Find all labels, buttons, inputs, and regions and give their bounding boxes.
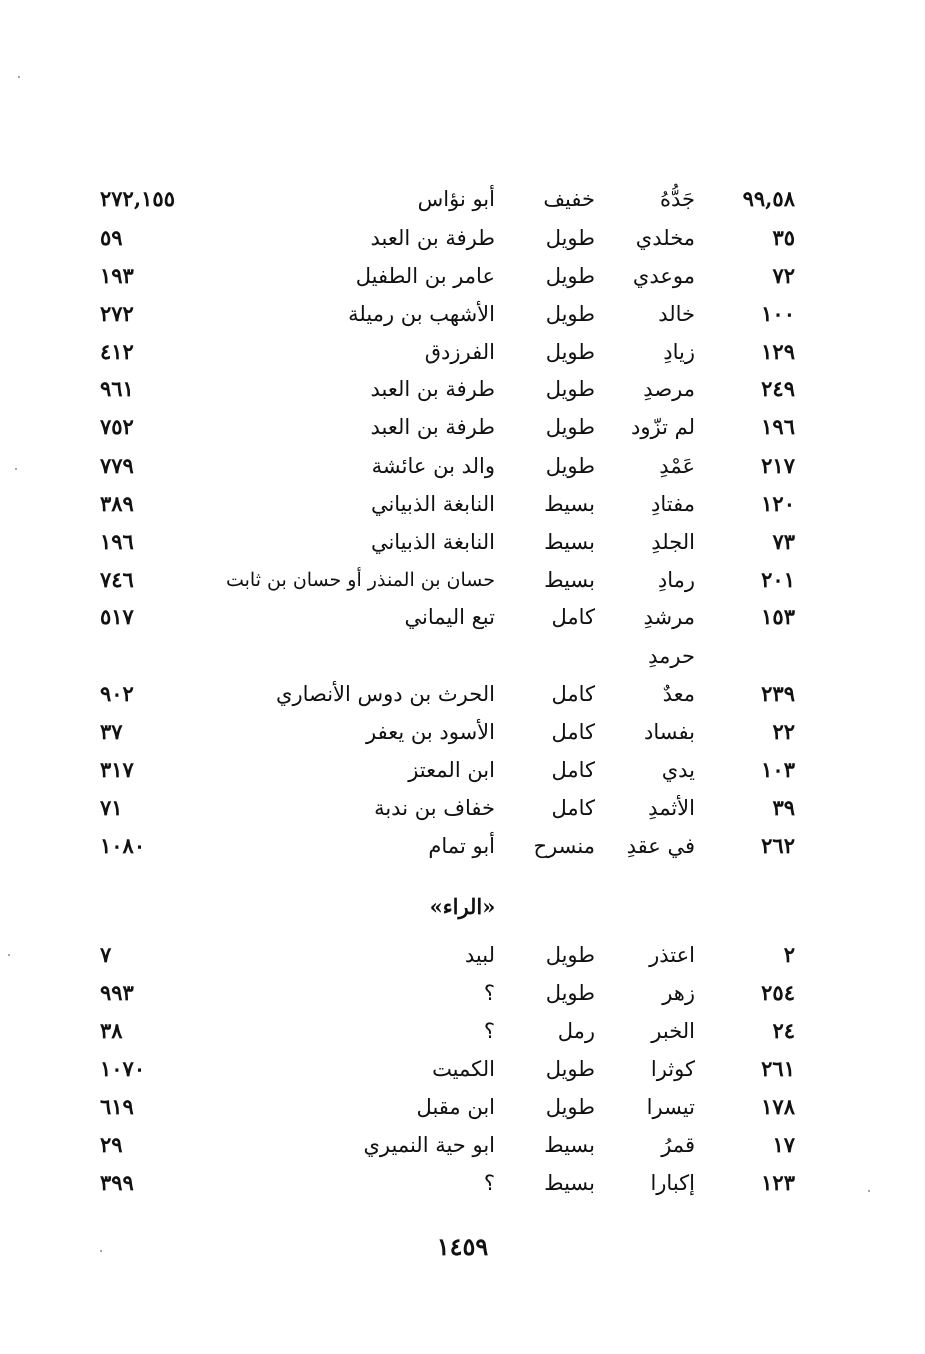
table-row	[0, 974, 925, 1012]
poet: طرفة بن العبد	[370, 226, 495, 250]
page-reference: ٣٨	[100, 1018, 123, 1043]
meter: بسيط	[544, 568, 595, 592]
page-number: ١٤٥٩	[436, 1232, 489, 1261]
page-reference: ٧٧٩	[100, 453, 134, 478]
poet: النابغة الذبياني	[370, 530, 495, 554]
entry-number: ٢١٧	[761, 453, 795, 478]
entry-number: ١٥٣	[761, 604, 795, 629]
table-row	[0, 789, 925, 827]
table-row	[0, 936, 925, 974]
rhyme-word: رمادِ	[657, 568, 695, 592]
entry-number: ١٢٠	[761, 491, 795, 516]
rhyme-word: الجلدِ	[651, 530, 695, 554]
poet: تبع اليماني	[404, 605, 495, 629]
page-reference: ٩٦١	[100, 376, 134, 401]
entry-number: ١٠٠	[761, 301, 795, 326]
rhyme-word: زهر	[662, 981, 695, 1005]
rhyme-word: معدٌ	[662, 682, 695, 706]
table-row	[0, 485, 925, 523]
page-reference: ١٠٧٠	[100, 1056, 146, 1081]
meter: طويل	[545, 340, 595, 364]
table-row	[0, 598, 925, 636]
table-row	[0, 637, 925, 675]
meter: منسرح	[533, 834, 595, 858]
entry-number: ٢٠١	[761, 567, 795, 592]
entry-number: ٣٩	[772, 795, 795, 820]
entry-number: ٢٥٤	[761, 980, 795, 1005]
rhyme-word: كوثرا	[650, 1057, 695, 1081]
poet: أبو نؤاس	[417, 187, 495, 211]
rhyme-word: الخبر	[651, 1019, 695, 1043]
poet: الأشهب بن رميلة	[348, 302, 495, 326]
meter: بسيط	[544, 530, 595, 554]
table-row	[0, 295, 925, 333]
entry-number: ٢٦٢	[761, 833, 795, 858]
section-heading: «الراء»	[429, 894, 496, 919]
meter: كامل	[551, 720, 595, 744]
poet: ابن مقبل	[416, 1095, 495, 1119]
page-reference: ١٩٣	[100, 263, 134, 288]
meter: كامل	[551, 758, 595, 782]
rhyme-word: حرمدِ	[648, 644, 695, 668]
page-reference: ٥١٧	[100, 604, 134, 629]
poet: ؟	[483, 1019, 495, 1043]
poet: طرفة بن العبد	[370, 415, 495, 439]
rhyme-word: خالد	[658, 302, 695, 326]
poet: ؟	[483, 981, 495, 1005]
poet: ابن المعتز	[408, 758, 495, 782]
scan-speck	[18, 76, 20, 78]
rhyme-word: لم تزّود	[631, 415, 695, 439]
rhyme-word: جَدُّهُ	[659, 187, 695, 211]
page-reference: ٣١٧	[100, 757, 134, 782]
poet: الأسود بن يعفر	[366, 720, 495, 744]
poet: والد بن عائشة	[371, 454, 495, 478]
entry-number: ١٢٣	[761, 1170, 795, 1195]
meter: طويل	[545, 302, 595, 326]
page-reference: ٥٩	[100, 225, 123, 250]
poet: النابغة الذبياني	[370, 492, 495, 516]
meter: رمل	[557, 1019, 595, 1043]
meter: طويل	[545, 264, 595, 288]
meter: بسيط	[544, 492, 595, 516]
entry-number: ١٢٩	[761, 339, 795, 364]
meter: كامل	[551, 796, 595, 820]
entry-number: ٢	[783, 942, 795, 967]
table-row	[0, 408, 925, 446]
poet: أبو تمام	[428, 834, 495, 858]
table-row	[0, 219, 925, 257]
meter: كامل	[551, 682, 595, 706]
rhyme-word: اعتذر	[649, 943, 695, 967]
poet: الفرزدق	[424, 340, 495, 364]
page-reference: ٢٧٢,١٥٥	[100, 186, 175, 211]
meter: كامل	[551, 605, 595, 629]
table-row	[0, 751, 925, 789]
poet: لبيد	[464, 943, 495, 967]
page-reference: ٣٨٩	[100, 491, 134, 516]
entry-number: ٧٢	[772, 263, 795, 288]
rhyme-word: بفساد	[644, 720, 695, 744]
meter: بسيط	[544, 1133, 595, 1157]
entry-number: ١٧	[772, 1132, 795, 1157]
table-row	[0, 333, 925, 371]
table-row	[0, 827, 925, 865]
page-reference: ٩٩٣	[100, 980, 134, 1005]
poet: الكميت	[432, 1057, 495, 1081]
poet: عامر بن الطفيل	[355, 264, 495, 288]
page-reference: ٢٩	[100, 1132, 123, 1157]
table-row	[0, 370, 925, 408]
meter: بسيط	[544, 1171, 595, 1195]
entry-number: ٩٩,٥٨	[742, 186, 795, 211]
entry-number	[705, 637, 795, 675]
rhyme-word: في عقدِ	[626, 834, 695, 858]
table-row	[0, 1050, 925, 1088]
page-reference: ٢٧٢	[100, 301, 134, 326]
table-row	[0, 180, 925, 218]
rhyme-word: عَمْدِ	[659, 454, 695, 478]
poet: حسان بن المنذر أو حسان بن ثابت	[225, 569, 495, 591]
entry-number: ٧٣	[772, 529, 795, 554]
meter: طويل	[545, 377, 595, 401]
table-row	[0, 561, 925, 599]
poet	[225, 637, 495, 675]
table-row	[0, 523, 925, 561]
entry-number: ١٧٨	[761, 1094, 795, 1119]
rhyme-word: مرصدِ	[643, 377, 695, 401]
table-row	[0, 1012, 925, 1050]
entry-number: ١٩٦	[761, 414, 795, 439]
meter: طويل	[545, 1095, 595, 1119]
entry-number: ٢٦١	[761, 1056, 795, 1081]
page-reference: ٦١٩	[100, 1094, 134, 1119]
page-reference	[100, 637, 230, 675]
page-reference: ٤١٢	[100, 339, 134, 364]
rhyme-word: مخلدي	[635, 226, 695, 250]
poet: ابو حية النميري	[363, 1133, 495, 1157]
meter: طويل	[545, 454, 595, 478]
meter	[525, 637, 595, 675]
rhyme-word: الأثمدِ	[648, 796, 695, 820]
page-reference: ٣٩٩	[100, 1170, 134, 1195]
page-reference: ١٠٨٠	[100, 833, 146, 858]
entry-number: ٢٣٩	[761, 681, 795, 706]
page-reference: ٩٠٢	[100, 681, 134, 706]
rhyme-word: مفتادِ	[651, 492, 695, 516]
table-row	[0, 1164, 925, 1202]
meter: خفيف	[543, 187, 595, 211]
poet: الحرث بن دوس الأنصاري	[276, 682, 495, 706]
rhyme-word: زيادِ	[663, 340, 695, 364]
table-row	[0, 447, 925, 485]
page-reference: ٧٥٢	[100, 414, 134, 439]
meter: طويل	[545, 226, 595, 250]
page-reference: ٣٧	[100, 719, 123, 744]
rhyme-word: إكبارا	[650, 1171, 695, 1195]
meter: طويل	[545, 1057, 595, 1081]
rhyme-word: يدي	[661, 758, 695, 782]
entry-number: ٢٢	[772, 719, 795, 744]
meter: طويل	[545, 981, 595, 1005]
table-row	[0, 1126, 925, 1164]
page-reference: ٧١	[100, 795, 123, 820]
rhyme-word: مرشدِ	[643, 605, 695, 629]
rhyme-word: موعدي	[632, 264, 695, 288]
rhyme-word: قمرُ	[661, 1133, 695, 1157]
table-row	[0, 1088, 925, 1126]
table-row	[0, 713, 925, 751]
meter: طويل	[545, 943, 595, 967]
rhyme-word: تيسرا	[646, 1095, 695, 1119]
page-reference: ٧	[100, 942, 112, 967]
meter: طويل	[545, 415, 595, 439]
entry-number: ٣٥	[772, 225, 795, 250]
poet: ؟	[483, 1171, 495, 1195]
page-reference: ٧٤٦	[100, 567, 134, 592]
table-row	[0, 675, 925, 713]
poet: خفاف بن ندبة	[374, 796, 495, 820]
page-reference: ١٩٦	[100, 529, 134, 554]
poet: طرفة بن العبد	[370, 377, 495, 401]
entry-number: ٢٤٩	[761, 376, 795, 401]
entry-number: ٢٤	[772, 1018, 795, 1043]
entry-number: ١٠٣	[761, 757, 795, 782]
table-row	[0, 257, 925, 295]
